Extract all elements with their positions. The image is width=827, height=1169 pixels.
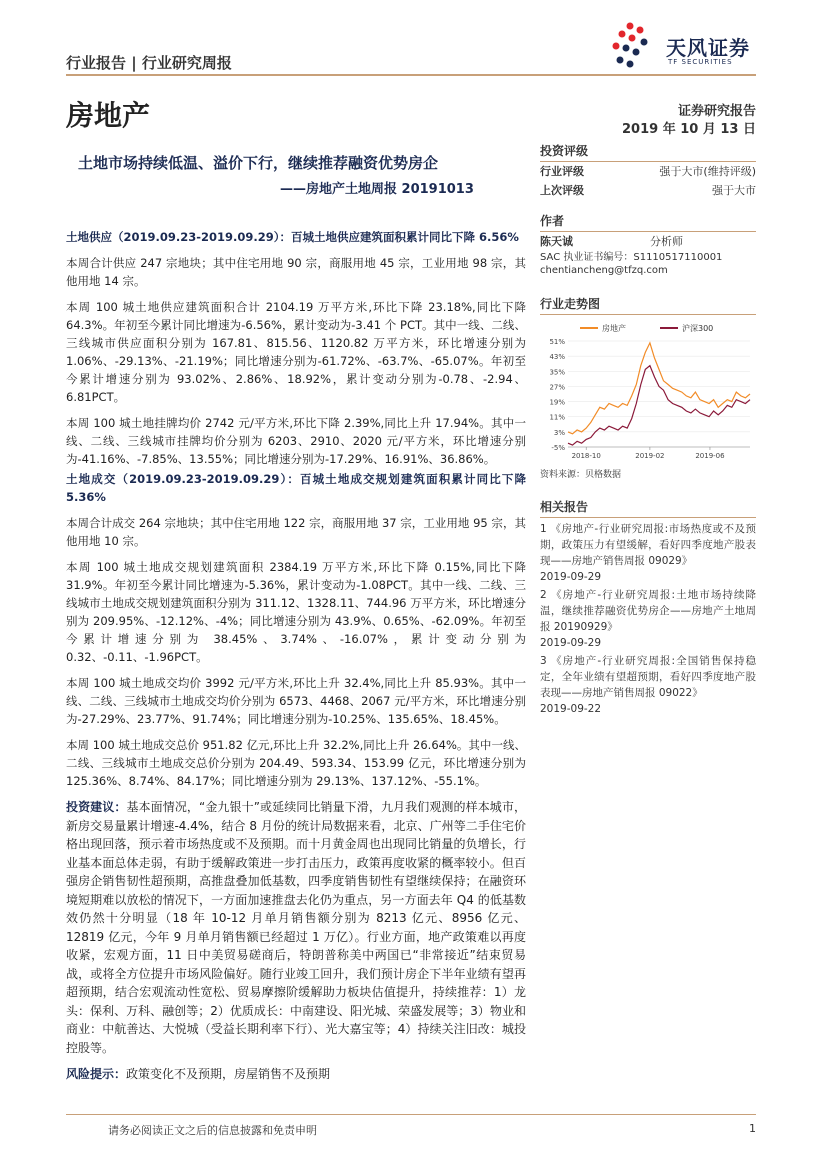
author-email[interactable]: chentiancheng@tfzq.com <box>540 265 668 276</box>
chart-source: 资料来源：贝格数据 <box>540 470 622 480</box>
related-section <box>540 498 756 717</box>
header-divider <box>66 74 756 76</box>
chart-y-tick-label: 11% <box>549 413 565 422</box>
author-row <box>540 232 756 251</box>
chart-y-tick-label: 35% <box>549 368 565 377</box>
logo-name: 天风证券 <box>666 36 750 60</box>
related-item-title: 1 《房地产-行业研究周报:市场热度或不及预期，政策压力有望缓解，看好四季度地产股表现——房地产销售周报 09029》 <box>540 523 756 567</box>
supply-paragraph-3: 本周 100 城土地挂牌均价 2742 元/平方米,环比下降 2.39%,同比上升 17.94%。其中一线、二线、三线城市挂牌均价分别为 6203、2910、2020 元/平方米，环比增速分别为-41.16%、-7.85%、13.55%；同比增速分别为-17.29%、16.91%、36.86%。 <box>66 416 526 466</box>
risk-label: 风险提示： <box>66 1067 127 1081</box>
breadcrumb: 行业报告 | 行业研究周报 <box>66 54 232 72</box>
previous-rating-label: 上次评级 <box>540 184 584 197</box>
supply-heading: 土地供应（2019.09.23-2019.09.29）：百城土地供应建筑面积累计同比下降 6.56% <box>66 230 519 244</box>
previous-rating-row <box>540 181 756 200</box>
deal-paragraph-4: 本周 100 城土地成交总价 951.82 亿元,环比上升 32.2%,同比上升 26.64%。其中一线、二线、三线城市土地成交总价分别为 204.49、593.34、153.99 亿元，环比增速分别为 125.36%、8.74%、84.17%；同比增速分别为 29.13%、137.12%、-55.1%。 <box>66 738 526 788</box>
report-type: 证券研究报告 <box>677 104 756 119</box>
author-license: SAC 执业证书编号：S1110517110001 <box>540 252 723 263</box>
chart-x-tick-label: 2019-06 <box>695 452 725 460</box>
rating-section <box>540 142 756 200</box>
related-heading: 相关报告 <box>540 498 756 518</box>
deal-heading: 土地成交（2019.09.23-2019.09.29）：百城土地成交规划建筑面积累计同比下降 5.36% <box>66 472 526 504</box>
related-item[interactable] <box>540 653 756 717</box>
report-body <box>66 228 526 1091</box>
deal-paragraph-2: 本周 100 城土地成交规划建筑面积 2384.19 万平方米,环比下降 0.15%,同比下降 31.9%。年初至今累计同比增速为-5.36%，累计变动为-1.08PCT。其中一线、二线、三线城市土地成交规划建筑面积分别为 311.12、1328.11、744.96 万平方米，环比增速分别为 209.95%、-12.12%、-4%；同比增速分别为 43.9%、0.65%、-62.09%。年初至今累计增速分别为 38.45%、3.74%、-16.07%，累计变动分别为 0.32、-0.11、-1.96PCT。 <box>66 560 526 664</box>
previous-rating-value: 强于大市 <box>712 184 756 197</box>
chart-x-tick-label: 2018-10 <box>571 452 601 460</box>
author-role: 分析师 <box>650 235 683 248</box>
chart-y-tick-label: 19% <box>549 398 565 407</box>
report-headline: 土地市场持续低温、溢价下行，继续推荐融资优势房企 <box>78 154 439 172</box>
footer-disclaimer[interactable]: 请务必阅读正文之后的信息披露和免责申明 <box>108 1124 317 1137</box>
chart-legend-label: 房地产 <box>602 324 626 333</box>
related-item-date: 2019-09-29 <box>540 637 602 649</box>
logo-mark-icon <box>610 20 662 72</box>
chart-y-tick-label: 27% <box>549 383 565 392</box>
related-item-date: 2019-09-22 <box>540 703 602 715</box>
page-number: 1 <box>749 1122 756 1135</box>
chart-legend-label: 沪深300 <box>682 324 714 333</box>
author-name: 陈天诚 <box>540 235 573 248</box>
advice-label: 投资建议： <box>66 800 127 814</box>
deal-paragraph-3: 本周 100 城土地成交均价 3992 元/平方米,环比上升 32.4%,同比上升 85.93%。其中一线、二线、三线城市土地成交均价分别为 6573、4468、2067 元/平方米，环比增速分别为-27.29%、23.77%、91.74%；同比增速分别为-10.25%、135.65%、18.45%。 <box>66 676 526 726</box>
supply-paragraph-1: 本周合计供应 247 宗地块；其中住宅用地 90 宗，商服用地 45 宗，工业用地 98 宗，其他用地 14 宗。 <box>66 256 526 288</box>
chart-y-tick-label: 3% <box>553 428 565 437</box>
investment-advice <box>66 798 526 1057</box>
supply-paragraph-2: 本周 100 城土地供应建筑面积合计 2104.19 万平方米,环比下降 23.18%,同比下降 64.3%。年初至今累计同比增速为-6.56%，累计变动为-3.41 个 PCT。其中一线、二线、三线城市供应面积分别为 167.81、815.56、1120.82 万平方米，环比增速分别为 1.06%、-29.13%、-21.19%；同比增速分别为-61.72%、-63.7%、-65.07%。年初至今累计增速分别为 93.02%、2.86%、18.92%，累计变动分别为-0.78、-2.94、6.81PCT。 <box>66 300 526 404</box>
advice-text: 基本面情况，“金九银十”或延续同比销量下滑，九月我们观测的样本城市，新房交易量累计增速-4.4%，结合 8 月份的统计局数据来看，北京、广州等二手住宅价格出现回落，预示着市场热度或不及预期。而十月黄金周也出现同比销量的负增长，行业基本面总体走弱，有助于缓解政策进一步打击压力，政策再度收紧的概率较小。但百强房企销售韧性超预期，高推盘叠加低基数，四季度销售韧性有望继续保持；在融资环境短期难以放松的情况下，一方面加速推盘去化仍为重点，另一方面去年 Q4 的低基数效仍然十分明显（18 年 10-12 月单月销售额分别为 8213 亿元、8956 亿元、12819 亿元，今年 9 月单月销售额已经超过 1 万亿）。行业方面，地产政策难以再度收紧，宏观方面，11 日中美贸易磋商后，特朗普称美中两国已“非常接近”结束贸易战，或将全方位提升市场风险偏好。随行业竣工回升，我们预计房企下半年业绩有望再超预期，结合宏观流动性宽松、贸易摩擦阶缓解助力板块估值提升，持续推荐：1）龙头：保利、万科、融创等；2）优质成长：中南建设、阳光城、荣盛发展等；3）物业和商业：中航善达、大悦城（受益长期利率下行）、光大嘉宝等；4）持续关注旧改：城投控股等。 <box>66 800 526 1055</box>
chart-y-tick-label: 43% <box>549 353 565 362</box>
industry-rating-label: 行业评级 <box>540 165 584 178</box>
footer-divider <box>66 1114 756 1115</box>
chart-x-tick-label: 2019-02 <box>635 452 665 460</box>
related-item-date: 2019-09-29 <box>540 571 602 583</box>
related-item[interactable] <box>540 521 756 585</box>
chart-series-line <box>568 343 750 434</box>
sidebar <box>540 142 756 719</box>
deal-paragraph-1: 本周合计成交 264 宗地块；其中住宅用地 122 宗，商服用地 37 宗，工业用地 95 宗，其他用地 10 宗。 <box>66 516 526 548</box>
related-item-title: 3 《房地产-行业研究周报:全国销售保持稳定，全年业绩有望超预期，看好四季度地产股表现——房地产销售周报 09022》 <box>540 655 756 699</box>
industry-title: 房地产 <box>66 99 151 132</box>
trend-chart <box>540 319 756 469</box>
author-section <box>540 212 756 277</box>
chart-y-tick-label: -5% <box>551 444 565 452</box>
author-heading: 作者 <box>540 212 756 232</box>
industry-rating-value: 强于大市(维持评级) <box>659 165 756 178</box>
rating-heading: 投资评级 <box>540 142 756 162</box>
chart-section <box>540 295 756 482</box>
related-item[interactable] <box>540 587 756 651</box>
risk-text: 政策变化不及预期，房屋销售不及预期 <box>126 1067 331 1081</box>
report-date: 2019 年 10 月 13 日 <box>622 122 756 137</box>
chart-series-line <box>568 366 750 446</box>
chart-heading: 行业走势图 <box>540 295 756 315</box>
logo-subtitle: TF SECURITIES <box>668 58 733 66</box>
report-subtitle: ——房地产土地周报 20191013 <box>280 182 474 197</box>
company-logo <box>610 20 662 72</box>
industry-rating-row <box>540 162 756 181</box>
risk-warning <box>66 1065 526 1083</box>
related-list <box>540 521 756 717</box>
related-item-title: 2 《房地产-行业研究周报:土地市场持续降温，继续推荐融资优势房企——房地产土地周报 20190929》 <box>540 589 756 633</box>
chart-y-tick-label: 51% <box>549 338 565 346</box>
